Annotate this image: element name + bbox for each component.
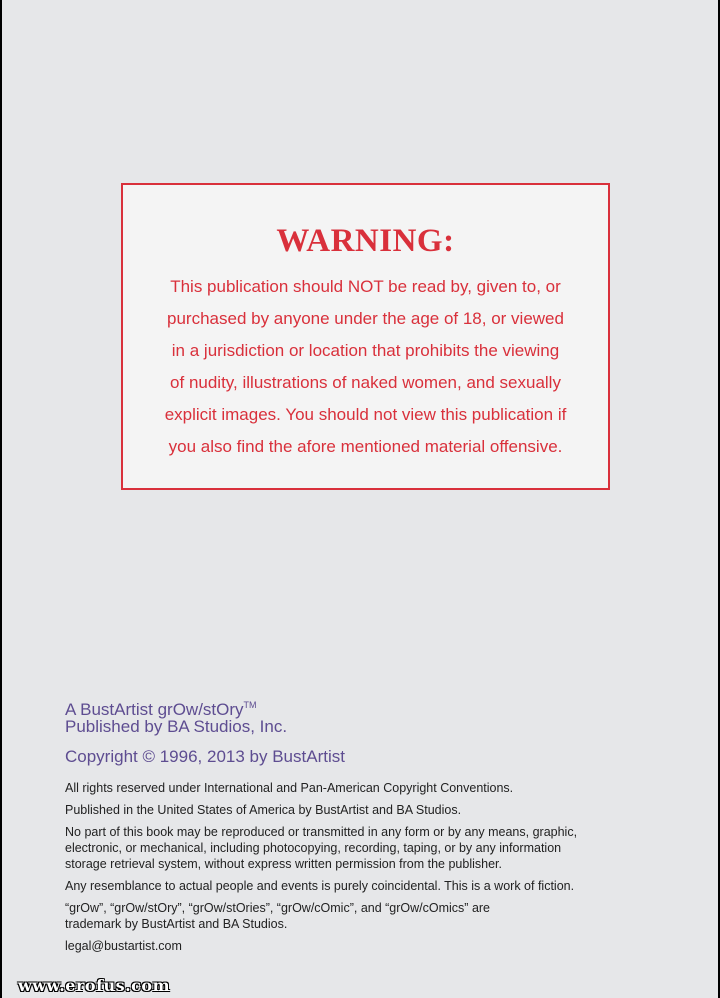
- warning-line: purchased by anyone under the age of 18, or viewed: [167, 309, 564, 328]
- trademark-line: “grOw”, “grOw/stOry”, “grOw/stOries”, “grOw/cOmic”, and “grOw/cOmics” are: [65, 901, 491, 915]
- trademark-statement: [65, 900, 665, 932]
- contact-email[interactable]: legal@bustartist.com: [65, 939, 182, 953]
- trademark-symbol: TM: [243, 700, 257, 710]
- warning-line: you also find the afore mentioned material offensive.: [168, 437, 563, 456]
- publisher-credit: Published by BA Studios, Inc.: [65, 717, 288, 736]
- publication-statement: Published in the United States of America by BustArtist and BA Studios.: [65, 803, 462, 817]
- warning-line: explicit images. You should not view this publication if: [164, 405, 567, 424]
- trademark-line: trademark by BustArtist and BA Studios.: [65, 917, 288, 931]
- reproduction-line: storage retrieval system, without express written permission from the publisher.: [65, 857, 502, 871]
- series-name: A BustArtist grOw/stOry: [65, 700, 244, 719]
- legal-notice: [65, 780, 665, 960]
- series-credit: [65, 694, 345, 719]
- warning-line: This publication should NOT be read by, given to, or: [170, 277, 561, 296]
- site-watermark: www.erofus.com: [18, 976, 170, 995]
- warning-title: WARNING:: [276, 223, 455, 259]
- warning-box: [121, 183, 610, 490]
- reproduction-line: No part of this book may be reproduced or transmitted in any form or by any means, graphic,: [65, 825, 578, 839]
- credits: [65, 694, 345, 768]
- rights-statement: All rights reserved under International and Pan-American Copyright Conventions.: [65, 781, 514, 795]
- warning-line: in a jurisdiction or location that prohibits the viewing: [171, 341, 560, 360]
- warning-line: of nudity, illustrations of naked women, and sexually: [170, 373, 561, 392]
- page: [2, 0, 718, 998]
- warning-text: [123, 271, 608, 463]
- reproduction-line: electronic, or mechanical, including photocopying, recording, taping, or by any information: [65, 841, 562, 855]
- fiction-disclaimer: Any resemblance to actual people and events is purely coincidental. This is a work of fiction.: [65, 879, 575, 893]
- copyright-line: Copyright © 1996, 2013 by BustArtist: [65, 747, 345, 766]
- reproduction-statement: [65, 824, 665, 872]
